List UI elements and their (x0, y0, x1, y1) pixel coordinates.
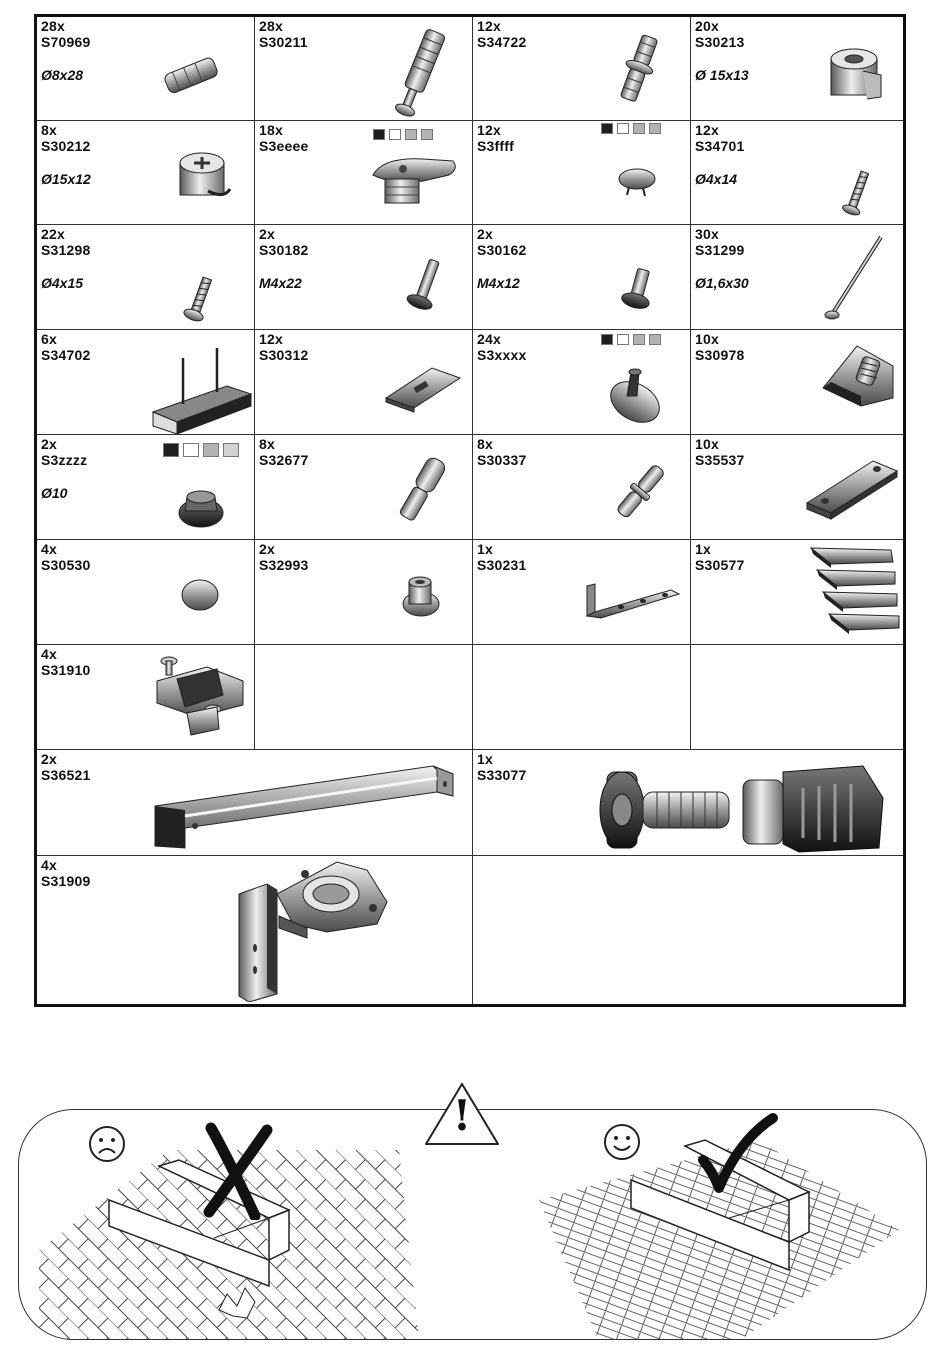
cam-lock-icon (823, 41, 889, 107)
part-quantity: 28x (41, 18, 65, 34)
connector-bolt-icon (380, 25, 460, 120)
part-quantity: 30x (695, 226, 719, 242)
part-quantity: 4x (41, 857, 57, 873)
part-cell (37, 121, 255, 224)
part-code: S30182 (259, 242, 309, 258)
swatch-grey (421, 129, 433, 140)
part-quantity: 8x (259, 436, 275, 452)
parts-row (37, 121, 903, 225)
part-code: S36521 (41, 767, 91, 783)
part-cell (37, 225, 255, 329)
part-dimension: Ø4x14 (695, 171, 738, 187)
part-cell (255, 435, 473, 539)
plate-icon (380, 356, 466, 416)
sad-face-icon (87, 1124, 127, 1164)
part-cell (473, 17, 691, 120)
part-cell (255, 225, 473, 329)
parts-row (37, 540, 903, 645)
mending-plate-icon (801, 453, 901, 529)
part-quantity: 12x (477, 18, 501, 34)
part-quantity: 4x (41, 541, 57, 557)
part-dimension: M4x12 (477, 275, 520, 291)
part-code: S33077 (477, 767, 527, 783)
parts-row (37, 645, 903, 750)
dowel-icon (157, 45, 227, 105)
nail-pad-icon (147, 340, 253, 434)
swatch-grey (405, 129, 417, 140)
part-quantity: 18x (259, 122, 283, 138)
part-dimension: Ø 15x13 (695, 67, 749, 83)
part-cell (37, 330, 255, 434)
swatch-white (389, 129, 401, 140)
part-cell-empty (473, 856, 903, 1004)
nail-icon (821, 233, 891, 327)
swatch-white (617, 334, 629, 345)
part-quantity: 4x (41, 646, 57, 662)
part-cell (691, 435, 903, 539)
part-cell-empty (691, 645, 903, 749)
check-mark-icon (689, 1110, 779, 1200)
swatch-dark (601, 334, 613, 345)
parts-row (37, 750, 903, 856)
part-cell (473, 121, 691, 224)
part-quantity: 10x (695, 436, 719, 452)
part-quantity: 22x (41, 226, 65, 242)
parts-row (37, 330, 903, 435)
part-dimension: Ø15x12 (41, 171, 91, 187)
part-code: S70969 (41, 34, 91, 50)
parts-row (37, 225, 903, 330)
swatch-grey (633, 334, 645, 345)
part-cell (37, 435, 255, 539)
swatch-dark (373, 129, 385, 140)
part-code: S30162 (477, 242, 527, 258)
part-quantity: 6x (41, 331, 57, 347)
swatch-grey (649, 123, 661, 134)
part-cell-empty (255, 645, 473, 749)
color-swatches (601, 334, 661, 345)
part-code: S30978 (695, 347, 745, 363)
part-dimension: Ø4x15 (41, 275, 84, 291)
cap-icon (613, 161, 663, 201)
cam-lock-icon (172, 143, 238, 209)
part-quantity: 8x (477, 436, 493, 452)
part-cell (691, 540, 903, 644)
part-cell-empty (473, 645, 691, 749)
part-cell (255, 540, 473, 644)
parts-table (34, 14, 906, 1007)
part-code: S30312 (259, 347, 309, 363)
part-cell (255, 121, 473, 224)
shelf-pin-icon (385, 451, 455, 531)
part-code: S34701 (695, 138, 745, 154)
part-code: S3ffff (477, 138, 514, 154)
part-quantity: 2x (41, 436, 57, 452)
part-cell (37, 856, 473, 1004)
x-mark-icon (189, 1120, 279, 1220)
part-code: S34702 (41, 347, 91, 363)
part-code: S31910 (41, 662, 91, 678)
color-swatches (373, 129, 433, 140)
color-swatches (601, 123, 661, 134)
color-swatches (163, 443, 239, 457)
part-code: S31909 (41, 873, 91, 889)
part-quantity: 1x (477, 541, 493, 557)
part-cell (255, 330, 473, 434)
part-cell (691, 17, 903, 120)
wedge-set-icon (807, 542, 903, 644)
part-code: S31299 (695, 242, 745, 258)
part-quantity: 1x (477, 751, 493, 767)
swatch-white (617, 123, 629, 134)
screw-cap-icon (597, 358, 667, 432)
bushing-icon (395, 570, 445, 620)
swatch-grey (203, 443, 219, 457)
screw-icon (839, 167, 875, 221)
part-cell (473, 330, 691, 434)
part-dimension: Ø8x28 (41, 67, 84, 83)
part-cell (691, 121, 903, 224)
part-cell (37, 540, 255, 644)
part-cell (691, 330, 903, 434)
part-code: S3xxxx (477, 347, 527, 363)
swatch-dark (601, 123, 613, 134)
happy-face-icon (602, 1122, 642, 1162)
shelf-pin-icon (605, 457, 675, 527)
part-cell (473, 225, 691, 329)
part-cell (37, 17, 255, 120)
part-code: S30577 (695, 557, 745, 573)
swatch-grey (649, 334, 661, 345)
part-quantity: 2x (259, 226, 275, 242)
bolt-icon (400, 255, 450, 319)
parts-row (37, 17, 903, 121)
part-code: S30337 (477, 452, 527, 468)
part-code: S34722 (477, 34, 527, 50)
part-quantity: 8x (41, 122, 57, 138)
part-quantity: 2x (259, 541, 275, 557)
part-quantity: 10x (695, 331, 719, 347)
glide-icon (175, 570, 225, 620)
part-dimension: Ø10 (41, 485, 68, 501)
part-code: S30213 (695, 34, 745, 50)
part-code: S31298 (41, 242, 91, 258)
part-cell (37, 750, 473, 855)
cam-cover-icon (363, 145, 463, 215)
part-quantity: 20x (695, 18, 719, 34)
part-quantity: 12x (695, 122, 719, 138)
hole-cap-icon (171, 479, 231, 535)
warning-triangle-icon (422, 1080, 502, 1150)
part-code: S30212 (41, 138, 91, 154)
part-quantity: 2x (477, 226, 493, 242)
part-code: S30530 (41, 557, 91, 573)
part-cell (473, 540, 691, 644)
parts-row (37, 435, 903, 540)
part-code: S3zzzz (41, 452, 88, 468)
part-quantity: 2x (41, 751, 57, 767)
part-cell (255, 17, 473, 120)
swatch-white (183, 443, 199, 457)
part-cell (37, 645, 255, 749)
part-quantity: 12x (477, 122, 501, 138)
swatch-grey (223, 443, 239, 457)
part-quantity: 12x (259, 331, 283, 347)
part-dimension: Ø1,6x30 (695, 275, 749, 291)
part-code: S30231 (477, 557, 527, 573)
part-code: S35537 (695, 452, 745, 468)
part-quantity: 1x (695, 541, 711, 557)
screw-icon (179, 273, 219, 327)
part-cell (473, 435, 691, 539)
hinge-plate-icon (147, 651, 253, 741)
double-thread-bolt-icon (608, 31, 668, 111)
part-code: S32993 (259, 557, 309, 573)
part-dimension: M4x22 (259, 275, 302, 291)
corner-block-icon (817, 340, 897, 410)
part-cell (691, 225, 903, 329)
angle-bracket-icon (581, 576, 685, 626)
leg-connector-icon (593, 758, 899, 854)
part-cell (473, 750, 903, 855)
part-quantity: 28x (259, 18, 283, 34)
handle-icon (147, 756, 467, 852)
bolt-icon (613, 263, 663, 319)
warning-symbol: ! (452, 1091, 472, 1140)
part-code: S30211 (259, 34, 308, 50)
swatch-dark (163, 443, 179, 457)
swatch-grey (633, 123, 645, 134)
cabinet-hinge-icon (227, 858, 397, 1002)
part-quantity: 24x (477, 331, 501, 347)
part-code: S3eeee (259, 138, 309, 154)
parts-row (37, 856, 903, 1004)
part-code: S32677 (259, 452, 309, 468)
